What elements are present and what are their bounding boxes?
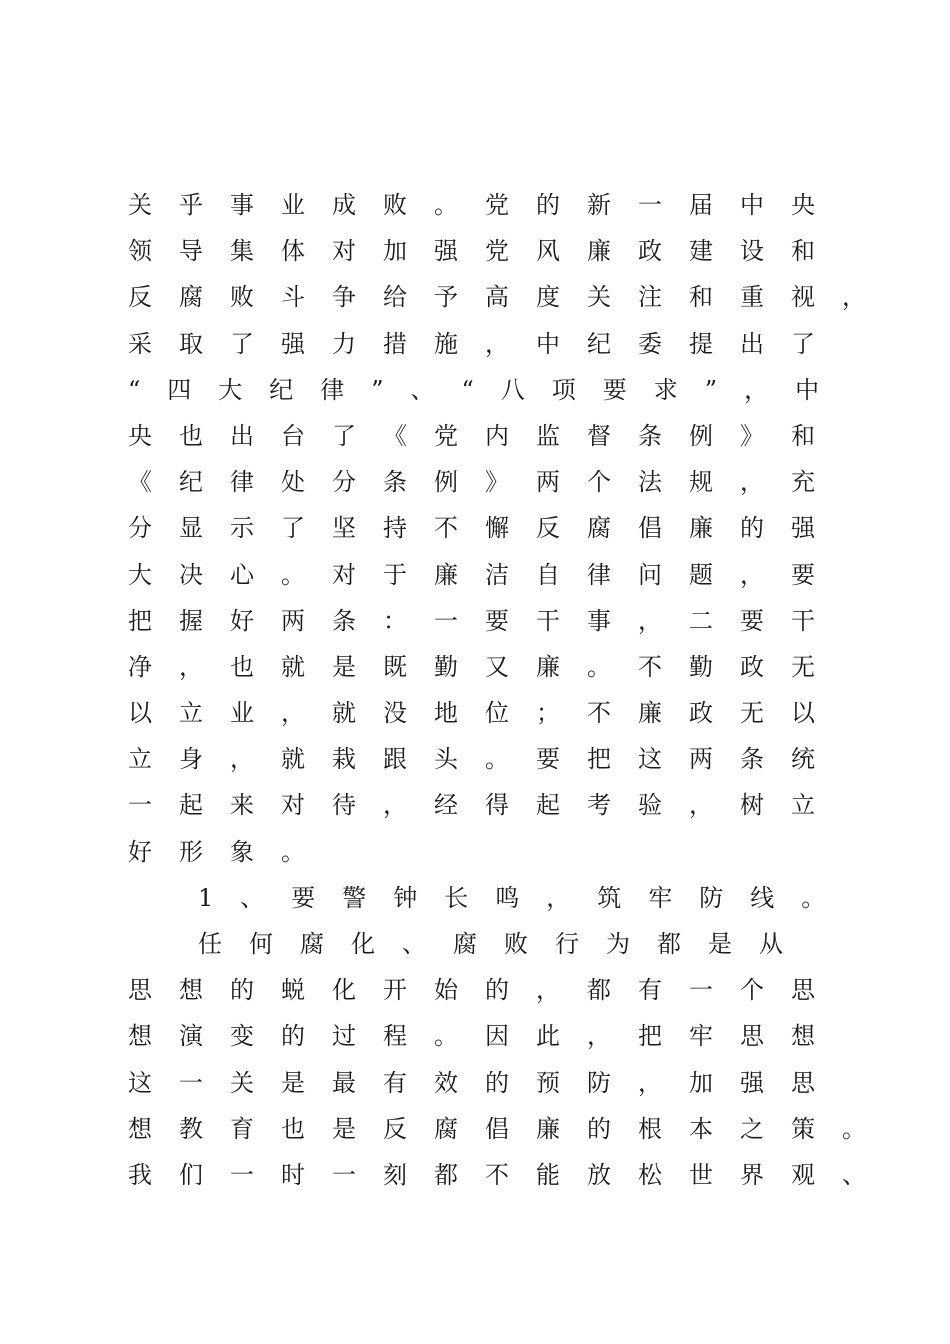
section-heading: 1、要警钟长鸣，筑牢防线。	[198, 883, 853, 912]
text-line: 大决心。对于廉洁自律问题，要	[128, 560, 842, 589]
text-line: 立身，就栽跟头。要把这两条统	[128, 745, 842, 774]
text-line: 领导集体对加强党风廉政建设和	[128, 237, 842, 266]
text-line: 把握好两条：一要干事，二要干	[128, 606, 842, 635]
text-line: 我们一时一刻都不能放松世界观、	[128, 1160, 893, 1189]
body-text	[128, 182, 908, 1198]
text-line: 净，也就是既勤又廉。不勤政无	[128, 652, 842, 681]
paragraph-first-line: 任何腐化、腐败行为都是从	[198, 930, 810, 958]
text-line: 想教育也是反腐倡廉的根本之策。	[128, 1114, 893, 1143]
text-line: 以立业，就没地位；不廉政无以	[128, 699, 842, 728]
text-line: 采取了强力措施，中纪委提出了	[128, 329, 842, 358]
text-line: 思想的蜕化开始的，都有一个思	[128, 976, 842, 1005]
text-line: 反腐败斗争给予高度关注和重视，	[128, 283, 893, 312]
text-line: “四大纪律”、“八项要求”，中	[128, 375, 847, 404]
text-line: 《纪律处分条例》两个法规，充	[128, 468, 842, 497]
text-line: 这一关是最有效的预防，加强思	[128, 1068, 842, 1097]
text-line: 央也出台了《党内监督条例》和	[128, 421, 842, 450]
text-line: 想演变的过程。因此，把牢思想	[128, 1022, 842, 1051]
text-line: 分显示了坚持不懈反腐倡廉的强	[128, 514, 842, 543]
text-line: 关乎事业成败。党的新一届中央	[128, 191, 842, 219]
text-line: 一起来对待，经得起考验，树立	[128, 791, 842, 820]
text-line: 好形象。	[128, 837, 332, 866]
